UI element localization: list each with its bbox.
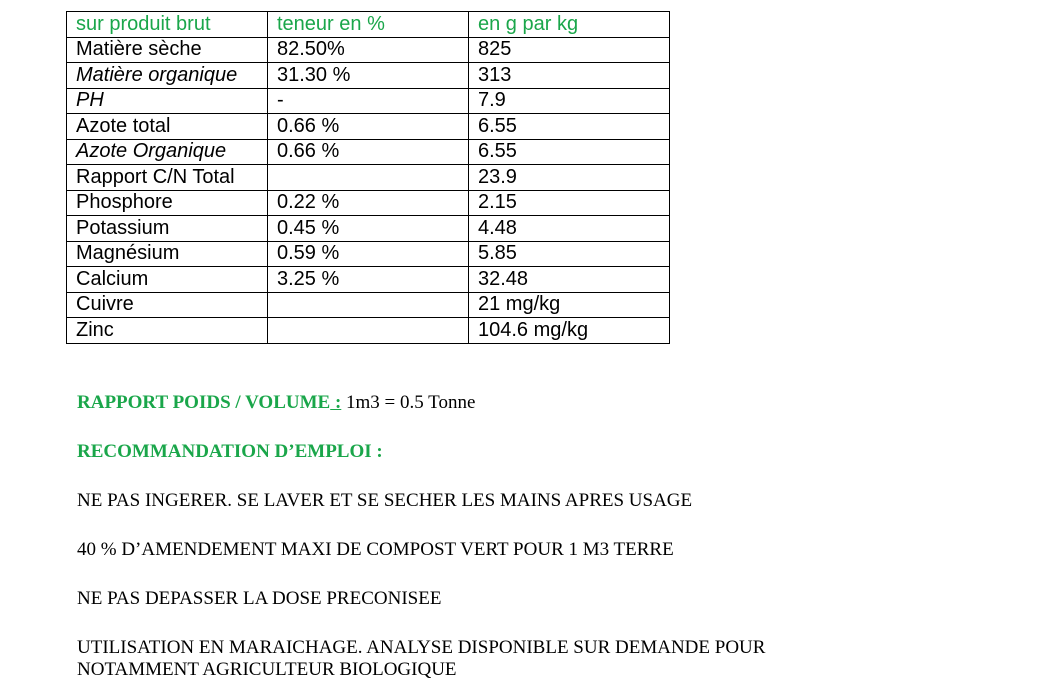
cell-g-per-kg: 32.48 bbox=[469, 267, 670, 293]
header-product: sur produit brut bbox=[67, 12, 268, 38]
cell-parameter: Azote total bbox=[67, 114, 268, 140]
table-body bbox=[67, 37, 670, 343]
cell-g-per-kg: 6.55 bbox=[469, 114, 670, 140]
cell-percent: 0.66 % bbox=[268, 139, 469, 165]
cell-g-per-kg: 825 bbox=[469, 37, 670, 63]
cell-g-per-kg: 5.85 bbox=[469, 241, 670, 267]
cell-g-per-kg: 4.48 bbox=[469, 216, 670, 242]
header-percent: teneur en % bbox=[268, 12, 469, 38]
cell-percent: 3.25 % bbox=[268, 267, 469, 293]
instruction-line-5: NOTAMMENT AGRICULTEUR BIOLOGIQUE bbox=[77, 659, 457, 680]
table-row bbox=[67, 241, 670, 267]
cell-percent bbox=[268, 318, 469, 344]
cell-parameter: Potassium bbox=[67, 216, 268, 242]
table-row bbox=[67, 37, 670, 63]
cell-percent: 0.22 % bbox=[268, 190, 469, 216]
cell-percent: 0.59 % bbox=[268, 241, 469, 267]
cell-percent: 0.45 % bbox=[268, 216, 469, 242]
cell-g-per-kg: 313 bbox=[469, 63, 670, 89]
table-row bbox=[67, 190, 670, 216]
ratio-label: RAPPORT POIDS / VOLUME bbox=[77, 392, 331, 413]
table-header-row bbox=[67, 12, 670, 38]
table-row bbox=[67, 318, 670, 344]
cell-parameter: Azote Organique bbox=[67, 139, 268, 165]
cell-percent bbox=[268, 292, 469, 318]
cell-percent: - bbox=[268, 88, 469, 114]
cell-parameter: PH bbox=[67, 88, 268, 114]
cell-parameter: Phosphore bbox=[67, 190, 268, 216]
header-g-per-kg: en g par kg bbox=[469, 12, 670, 38]
cell-percent bbox=[268, 165, 469, 191]
table-row bbox=[67, 139, 670, 165]
table-row bbox=[67, 216, 670, 242]
table-row bbox=[67, 165, 670, 191]
instruction-line-3: NE PAS DEPASSER LA DOSE PRECONISEE bbox=[77, 588, 442, 609]
cell-parameter: Matière sèche bbox=[67, 37, 268, 63]
analysis-table bbox=[66, 11, 670, 344]
cell-percent: 31.30 % bbox=[268, 63, 469, 89]
instruction-line-1: NE PAS INGERER. SE LAVER ET SE SECHER LES MAINS APRES USAGE bbox=[77, 490, 693, 511]
table-row bbox=[67, 88, 670, 114]
cell-g-per-kg: 2.15 bbox=[469, 190, 670, 216]
ratio-colon: : bbox=[330, 392, 342, 413]
table-row bbox=[67, 114, 670, 140]
table-row bbox=[67, 63, 670, 89]
cell-parameter: Cuivre bbox=[67, 292, 268, 318]
cell-g-per-kg: 21 mg/kg bbox=[469, 292, 670, 318]
ratio-value: 1m3 = 0.5 Tonne bbox=[341, 392, 476, 413]
weight-volume-ratio bbox=[77, 392, 475, 414]
cell-g-per-kg: 6.55 bbox=[469, 139, 670, 165]
cell-percent: 82.50% bbox=[268, 37, 469, 63]
cell-g-per-kg: 23.9 bbox=[469, 165, 670, 191]
cell-parameter: Zinc bbox=[67, 318, 268, 344]
recommendation-heading: RECOMMANDATION D’EMPLOI : bbox=[77, 441, 383, 462]
cell-g-per-kg: 7.9 bbox=[469, 88, 670, 114]
instruction-line-2: 40 % D’AMENDEMENT MAXI DE COMPOST VERT POUR 1 M3 TERRE bbox=[77, 539, 674, 560]
cell-parameter: Magnésium bbox=[67, 241, 268, 267]
cell-parameter: Rapport C/N Total bbox=[67, 165, 268, 191]
cell-g-per-kg: 104.6 mg/kg bbox=[469, 318, 670, 344]
table-row bbox=[67, 267, 670, 293]
table-row bbox=[67, 292, 670, 318]
instruction-line-4: UTILISATION EN MARAICHAGE. ANALYSE DISPONIBLE SUR DEMANDE POUR bbox=[77, 637, 766, 658]
cell-parameter: Matière organique bbox=[67, 63, 268, 89]
cell-parameter: Calcium bbox=[67, 267, 268, 293]
cell-percent: 0.66 % bbox=[268, 114, 469, 140]
